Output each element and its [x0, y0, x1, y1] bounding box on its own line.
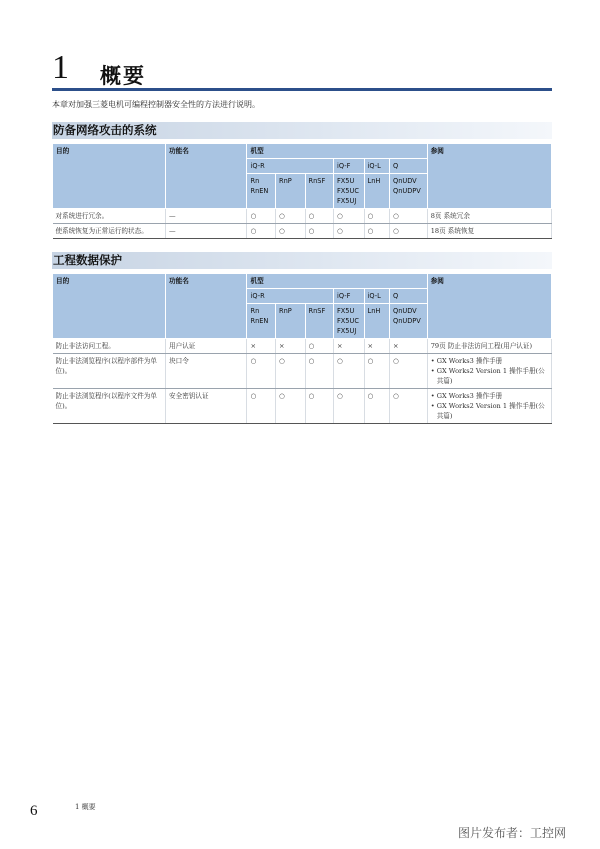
intro-text: 本章对加强三菱电机可编程控制器安全性的方法进行说明。 [52, 100, 260, 109]
support-mark-cell: ○ [390, 224, 428, 239]
header-purpose: 目的 [53, 144, 166, 209]
chapter-heading [52, 50, 552, 90]
support-mark-cell: ○ [275, 209, 305, 224]
section-title-network: 防备网络攻击的系统 [52, 122, 552, 139]
header-model-5: QnUDV QnUDPV [390, 304, 428, 339]
function-cell: — [166, 209, 247, 224]
page-number: 6 [30, 803, 38, 819]
support-mark-cell: ○ [247, 209, 276, 224]
table-row [53, 339, 552, 354]
support-mark-cell: × [334, 339, 365, 354]
chapter-number: 1 [52, 49, 69, 86]
reference-item: • GX Works3 操作手册 [430, 392, 503, 400]
reference-cell [427, 354, 551, 389]
purpose-cell: 防止非法浏览程序(以程序文件为单位)。 [53, 389, 166, 424]
support-mark-cell: ○ [275, 354, 305, 389]
network-defense-table [52, 143, 552, 239]
header-function: 功能名 [166, 144, 247, 209]
header-reference: 参阅 [427, 144, 551, 209]
reference-item: • GX Works3 操作手册 [430, 357, 503, 365]
header-series-iql: iQ-L [364, 289, 389, 304]
header-model-4: LnH [364, 304, 389, 339]
support-mark-cell: ○ [364, 389, 389, 424]
support-mark-cell: ○ [334, 354, 365, 389]
header-series-q: Q [390, 289, 428, 304]
chapter-rule [52, 88, 552, 91]
support-mark-cell: ○ [275, 389, 305, 424]
support-mark-cell: × [390, 339, 428, 354]
header-series-iqr: iQ-R [247, 159, 334, 174]
header-reference: 参阅 [427, 274, 551, 339]
header-model: 机型 [247, 274, 427, 289]
header-series-q: Q [390, 159, 428, 174]
support-mark-cell: ○ [275, 224, 305, 239]
header-series-iqf: iQ-F [334, 159, 365, 174]
function-cell: — [166, 224, 247, 239]
support-mark-cell: ○ [247, 389, 276, 424]
header-model-2: RnSF [305, 174, 334, 209]
header-model-0: Rn RnEN [247, 304, 276, 339]
reference-item: • GX Works2 Version 1 操作手册(公共篇) [430, 367, 545, 385]
support-mark-cell: ○ [305, 339, 334, 354]
reference-cell [427, 224, 551, 239]
support-mark-cell: ○ [305, 354, 334, 389]
support-mark-cell: ○ [364, 224, 389, 239]
reference-list [431, 356, 548, 386]
header-model-5: QnUDV QnUDPV [390, 174, 428, 209]
support-mark-cell: ○ [390, 389, 428, 424]
function-cell: 安全密钥认证 [166, 389, 247, 424]
reference-item: 79页 防止非法访问工程(用户认证) [430, 342, 533, 350]
support-mark-cell: ○ [334, 389, 365, 424]
purpose-cell: 对系统进行冗余。 [53, 209, 166, 224]
header-series-iqf: iQ-F [334, 289, 365, 304]
header-model-2: RnSF [305, 304, 334, 339]
reference-list [431, 211, 548, 221]
purpose-cell: 使系统恢复为正常运行的状态。 [53, 224, 166, 239]
support-mark-cell: ○ [305, 209, 334, 224]
support-mark-cell: ○ [247, 354, 276, 389]
support-mark-cell: ○ [334, 224, 365, 239]
table-row [53, 209, 552, 224]
reference-cell [427, 339, 551, 354]
section-title-project: 工程数据保护 [52, 252, 552, 269]
chapter-title: 概要 [100, 64, 146, 88]
support-mark-cell: ○ [364, 354, 389, 389]
header-model-1: RnP [275, 174, 305, 209]
reference-item: • GX Works2 Version 1 操作手册(公共篇) [430, 402, 545, 420]
header-function: 功能名 [166, 274, 247, 339]
function-cell: 用户认证 [166, 339, 247, 354]
header-series-iqr: iQ-R [247, 289, 334, 304]
support-mark-cell: ○ [305, 224, 334, 239]
header-series-iql: iQ-L [364, 159, 389, 174]
purpose-cell: 防止非法访问工程。 [53, 339, 166, 354]
support-mark-cell: ○ [334, 209, 365, 224]
support-mark-cell: × [247, 339, 276, 354]
reference-item: 8页 系统冗余 [430, 212, 470, 220]
support-mark-cell: ○ [390, 209, 428, 224]
support-mark-cell: ○ [364, 209, 389, 224]
table-body [53, 339, 552, 424]
header-model-0: Rn RnEN [247, 174, 276, 209]
reference-list [431, 391, 548, 421]
table-row [53, 354, 552, 389]
reference-cell [427, 389, 551, 424]
header-purpose: 目的 [53, 274, 166, 339]
support-mark-cell: ○ [305, 389, 334, 424]
reference-cell [427, 209, 551, 224]
project-protection-table [52, 273, 552, 424]
header-model: 机型 [247, 144, 427, 159]
watermark: 图片发布者：工控网 [458, 826, 567, 840]
header-model-3: FX5U FX5UC FX5UJ [334, 174, 365, 209]
footer-chapter-label: 1 概要 [75, 803, 96, 811]
reference-item: 18页 系统恢复 [430, 227, 475, 235]
support-mark-cell: × [364, 339, 389, 354]
support-mark-cell: ○ [247, 224, 276, 239]
table-row [53, 224, 552, 239]
header-model-4: LnH [364, 174, 389, 209]
header-model-1: RnP [275, 304, 305, 339]
table-row [53, 389, 552, 424]
support-mark-cell: × [275, 339, 305, 354]
reference-list [431, 341, 548, 351]
header-model-3: FX5U FX5UC FX5UJ [334, 304, 365, 339]
purpose-cell: 防止非法浏览程序(以程序部件为单位)。 [53, 354, 166, 389]
table-body [53, 209, 552, 239]
function-cell: 块口令 [166, 354, 247, 389]
reference-list [431, 226, 548, 236]
support-mark-cell: ○ [390, 354, 428, 389]
